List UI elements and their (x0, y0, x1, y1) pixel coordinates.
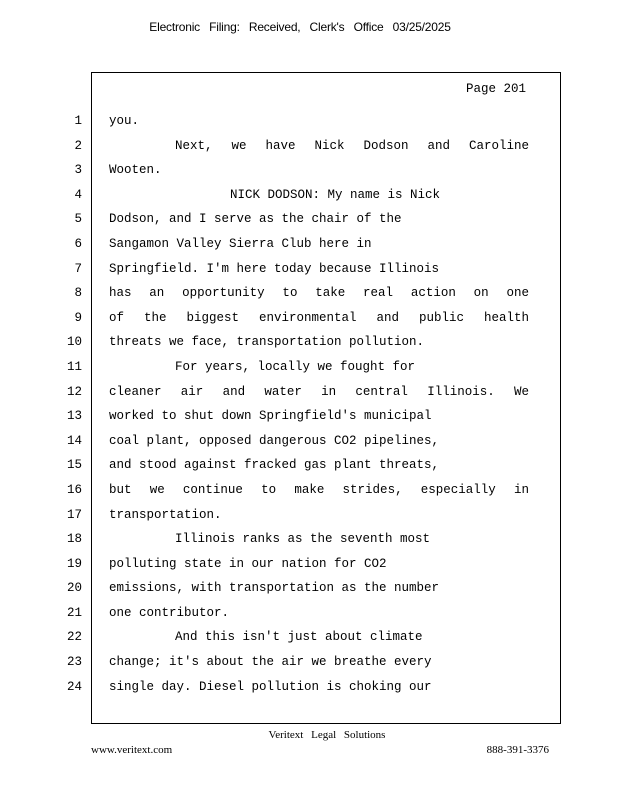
transcript-line (0, 650, 618, 675)
line-text: cleaner air and water in central Illinois. We (109, 384, 529, 399)
line-text: and stood against fracked gas plant threats, (109, 458, 440, 473)
line-text: worked to shut down Springfield's municipal (109, 409, 432, 424)
transcript-line (0, 306, 618, 331)
transcript-line (0, 503, 618, 528)
line-number: 6 (74, 236, 82, 251)
line-text: coal plant, opposed dangerous CO2 pipelines, (109, 433, 440, 448)
line-text: threats we face, transportation pollution. (109, 335, 425, 350)
line-number: 19 (66, 556, 82, 571)
line-text: of the biggest environmental and public health (109, 310, 529, 325)
line-text: Dodson, and I serve as the chair of the (109, 212, 402, 227)
line-number: 1 (74, 114, 82, 128)
line-number: 7 (74, 261, 82, 276)
transcript-line (0, 675, 618, 700)
transcript-line (0, 380, 618, 405)
transcript-line (0, 207, 618, 232)
line-number: 11 (66, 359, 82, 374)
transcript-line (0, 183, 618, 208)
transcript-line (0, 158, 618, 183)
line-number: 22 (66, 630, 82, 645)
footer-company: Veritext Legal Solutions (268, 729, 386, 741)
line-number: 24 (66, 679, 82, 694)
line-text: Next, we have Nick Dodson and Caroline (175, 138, 529, 153)
line-number: 16 (66, 482, 82, 497)
line-text: has an opportunity to take real action on one (109, 286, 529, 301)
transcript-line (0, 552, 618, 577)
line-number: 5 (74, 212, 82, 227)
transcript-line (0, 109, 618, 134)
line-number: 2 (74, 138, 82, 153)
line-number: 12 (66, 384, 82, 399)
line-number: 15 (66, 458, 82, 473)
transcript-line (0, 281, 618, 306)
line-text: you. (109, 114, 140, 128)
line-number: 17 (66, 507, 82, 522)
line-number: 18 (66, 532, 82, 547)
line-text: change; it's about the air we breathe every (109, 655, 432, 670)
line-number: 4 (74, 187, 82, 202)
line-text: single day. Diesel pollution is choking our (109, 679, 432, 694)
transcript-line (0, 355, 618, 380)
page-number: Page 201 (465, 82, 526, 96)
line-number: 21 (66, 605, 82, 620)
line-number: 14 (66, 433, 82, 448)
line-number: 8 (74, 286, 82, 301)
footer-phone: 888-391-3376 (486, 744, 549, 756)
transcript-lines (0, 109, 618, 699)
transcript-line (0, 257, 618, 282)
transcript-line (0, 625, 618, 650)
line-text: And this isn't just about climate (175, 630, 423, 645)
transcript-line (0, 232, 618, 257)
line-text: polluting state in our nation for CO2 (109, 556, 387, 571)
line-text: Illinois ranks as the seventh most (175, 532, 431, 547)
line-text: transportation. (109, 507, 222, 522)
transcript-line (0, 404, 618, 429)
transcript-line (0, 527, 618, 552)
line-text: Wooten. (109, 163, 162, 178)
line-text: Springfield. I'm here today because Illinois (109, 261, 440, 276)
line-number: 13 (66, 409, 82, 424)
line-text: For years, locally we fought for (175, 359, 416, 374)
line-number: 9 (74, 310, 82, 325)
transcript-line (0, 429, 618, 454)
line-text: but we continue to make strides, especially in (109, 482, 529, 497)
transcript-line (0, 453, 618, 478)
line-number: 10 (66, 335, 82, 350)
transcript-line (0, 576, 618, 601)
transcript-line (0, 478, 618, 503)
line-text: Sangamon Valley Sierra Club here in (109, 236, 372, 251)
footer-website: www.veritext.com (91, 744, 173, 756)
speaker-line: NICK DODSON: My name is Nick (230, 187, 441, 202)
line-number: 20 (66, 581, 82, 596)
transcript-line (0, 601, 618, 626)
transcript-line (0, 134, 618, 159)
line-number: 3 (74, 163, 82, 178)
line-number: 23 (66, 655, 82, 670)
line-text: emissions, with transportation as the number (109, 581, 440, 596)
transcript-line (0, 330, 618, 355)
filing-stamp: Electronic Filing: Received, Clerk's Office 03/25/2025 (149, 20, 451, 34)
line-text: one contributor. (109, 605, 230, 620)
